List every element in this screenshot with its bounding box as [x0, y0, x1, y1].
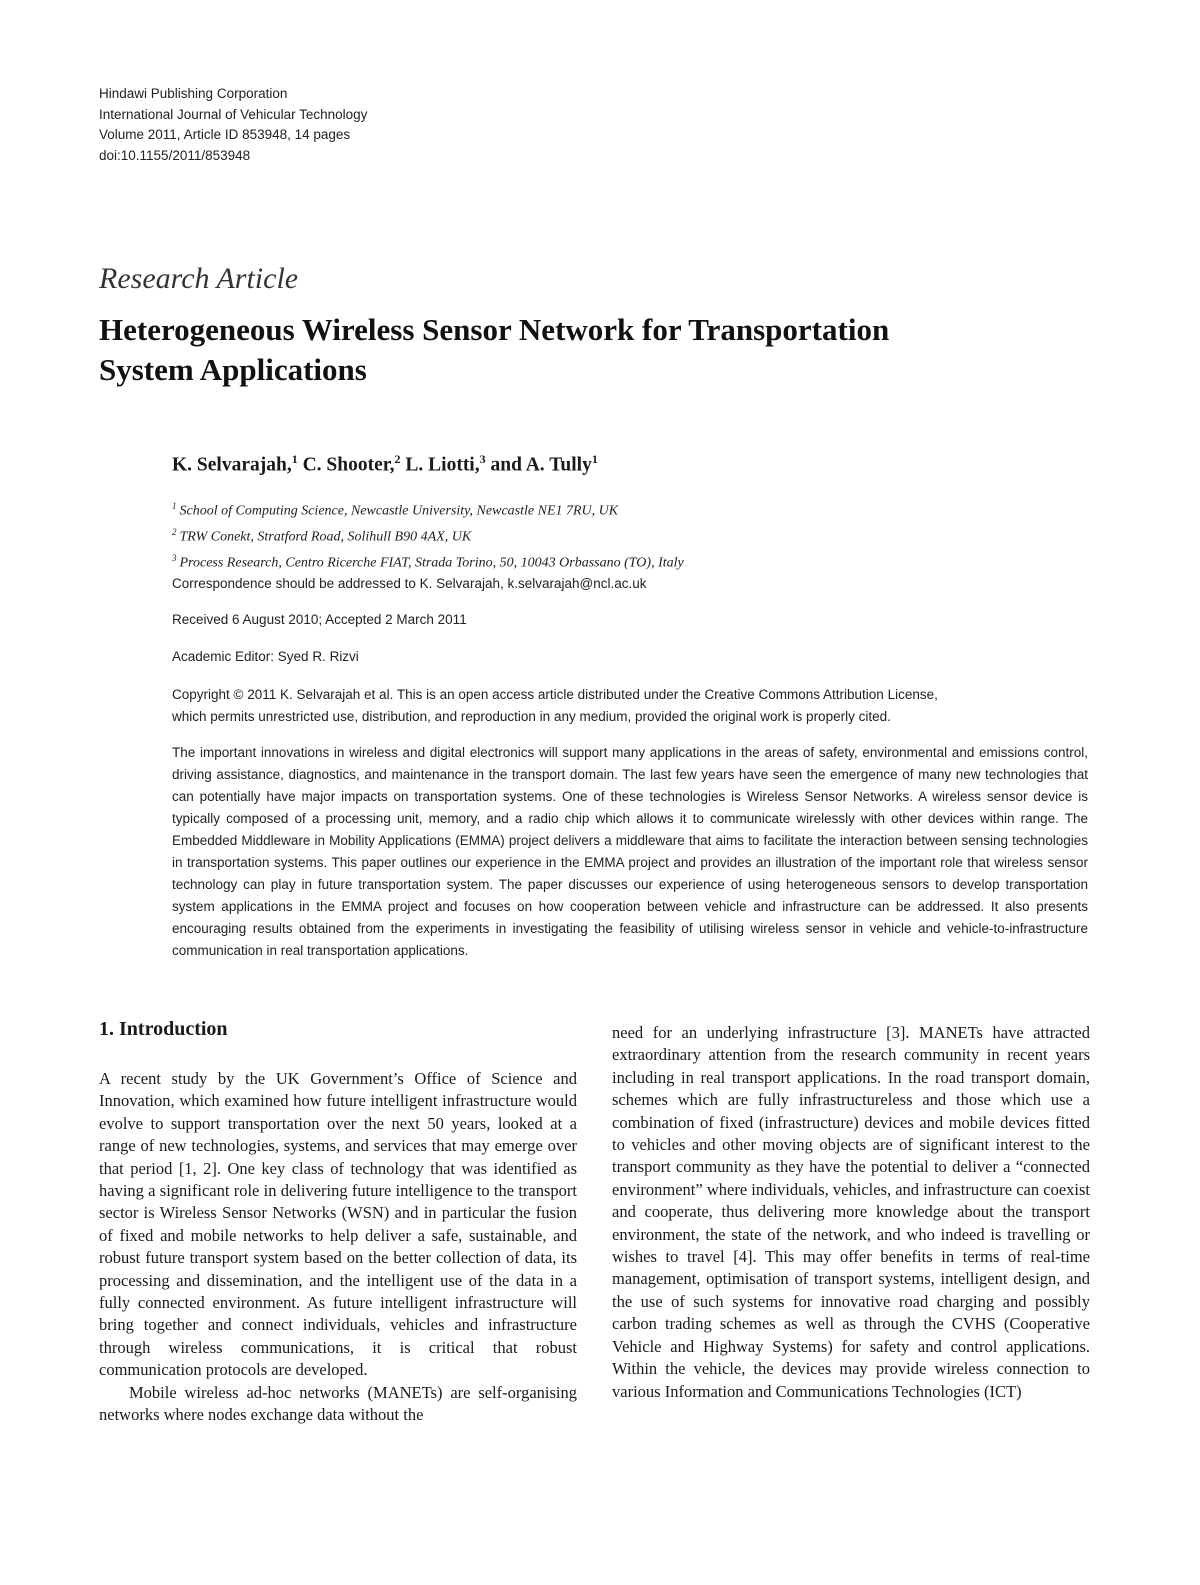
- author-name: C. Shooter,: [297, 454, 395, 476]
- abstract: The important innovations in wireless and digital electronics will support many applications in the areas of safety, environmental and emissions control, driving assistance, diagnostics, and maintenance in the transport domain. The last few years have seen the emergence of many new technologies that can potentially have major impacts on transportation systems. One of these technologies is Wireless Sensor Networks. A wireless sensor device is typically composed of a processing unit, memory, and a radio chip which allows it to communicate wirelessly with other devices within range. The Embedded Middleware in Mobility Applications (EMMA) project delivers a middleware that aims to facilitate the interaction between sensing technologies in transportation systems. This paper outlines our experience in the EMMA project and provides an illustration of the important role that wireless sensor technology can play in future transportation system. The paper discusses our experience of using heterogeneous sensors to develop transportation system applications in the EMMA project and focuses on how cooperation between vehicle and infrastructure can be addressed. It also presents encouraging results obtained from the experiments in investigating the feasibility of utilising wireless sensor in vehicle and vehicle-to-infrastructure communication in real transportation applications.: [172, 745, 1088, 958]
- author-name: L. Liotti,: [400, 454, 480, 476]
- right-column: [612, 1022, 1090, 1403]
- affiliation-item: [172, 496, 684, 522]
- affiliation-list: [172, 496, 684, 574]
- section-heading-introduction: 1. Introduction: [99, 1018, 228, 1040]
- paper-title: [99, 310, 1109, 390]
- affiliation-text: TRW Conekt, Stratford Road, Solihull B90 4AX, UK: [179, 529, 472, 545]
- affiliation-number: 1: [172, 501, 177, 511]
- body-paragraph: need for an underlying infrastructure [3]. MANETs have attracted extraordinary attention from the research community in recent years including in real transport applications. In the road transport domain, schemes which are fully infrastructureless and those which use a combination of fixed (infrastructure) devices and mobile devices fitted to vehicles and other moving objects are of significant interest to the transport community as they have the potential to deliver a “connected environment” where individuals, vehicles, and infrastructure can coexist and cooperate, thus delivering more knowledge about the transport environment, the state of the network, and who indeed is travelling or wishes to travel [4]. This may offer benefits in terms of real-time management, optimisation of transport systems, intelligent design, and the use of such systems for innovative road charging and possibly carbon trading schemes as well as through the CVHS (Cooperative Vehicle and Highway Systems) for safety and control applications. Within the vehicle, the devices may provide wireless connection to various Information and Communications Technologies (ICT): [612, 1023, 1090, 1401]
- affiliation-number: 3: [172, 553, 177, 564]
- author-affiliation-mark: 1: [591, 452, 598, 466]
- author-affiliation-mark: 1: [291, 452, 298, 466]
- publisher-name: Hindawi Publishing Corporation: [99, 86, 288, 101]
- author-affiliation-mark: 3: [479, 452, 486, 466]
- author-name: and A. Tully: [485, 454, 592, 476]
- body-paragraph: A recent study by the UK Government’s Office of Science and Innovation, which examined how future intelligent infrastructure would evolve to support transportation over the next 50 years, looked at a range of new technologies, systems, and services that may emerge over that period [1, 2]. One key class of technology that was identified as having a significant role in delivering future intelligence to the transport sector is Wireless Sensor Networks (WSN) and in particular the fusion of fixed and mobile networks to help deliver a safe, sustainable, and robust future transport system based on the better collection of data, its processing and dissemination, and the intelligent use of the data in a fully connected environment. As future intelligent infrastructure will bring together and connect individuals, vehicles and infrastructure through wireless communications, it is critical that robust communication protocols are developed.: [99, 1069, 577, 1380]
- journal-header: [99, 84, 367, 166]
- copyright-line-1: Copyright © 2011 K. Selvarajah et al. This is an open access article distributed under the Creative Commons Attribution License,: [172, 687, 938, 702]
- affiliation-item: [172, 522, 684, 548]
- title-line-2: System Applications: [99, 352, 367, 387]
- volume-info: Volume 2011, Article ID 853948, 14 pages: [99, 127, 351, 142]
- body-paragraph: Mobile wireless ad-hoc networks (MANETs) are self-organising networks where nodes exchange data without the: [99, 1382, 577, 1425]
- title-line-1: Heterogeneous Wireless Sensor Network for Transportation: [99, 312, 890, 347]
- author-affiliation-mark: 2: [394, 452, 401, 466]
- doi: doi:10.1155/2011/853948: [99, 147, 251, 163]
- affiliation-item: [172, 548, 684, 574]
- article-type: Research Article: [99, 262, 299, 295]
- copyright-notice: [172, 684, 1092, 727]
- left-column: [99, 1068, 577, 1427]
- academic-editor: Academic Editor: Syed R. Rizvi: [172, 649, 359, 664]
- correspondence-line: Correspondence should be addressed to K. Selvarajah, k.selvarajah@ncl.ac.uk: [172, 576, 647, 591]
- copyright-line-2: which permits unrestricted use, distribution, and reproduction in any medium, provided the original work is properly cited.: [172, 708, 891, 724]
- affiliation-text: School of Computing Science, Newcastle University, Newcastle NE1 7RU, UK: [179, 503, 619, 519]
- received-date: Received 6 August 2010; Accepted 2 March 2011: [172, 612, 467, 627]
- affiliation-text: Process Research, Centro Ricerche FIAT, Strada Torino, 50, 10043 Orbassano (TO), Italy: [179, 555, 684, 571]
- author-list: [172, 452, 598, 477]
- journal-name: International Journal of Vehicular Technology: [99, 106, 368, 122]
- author-name: K. Selvarajah,: [172, 454, 292, 476]
- affiliation-number: 2: [172, 527, 177, 538]
